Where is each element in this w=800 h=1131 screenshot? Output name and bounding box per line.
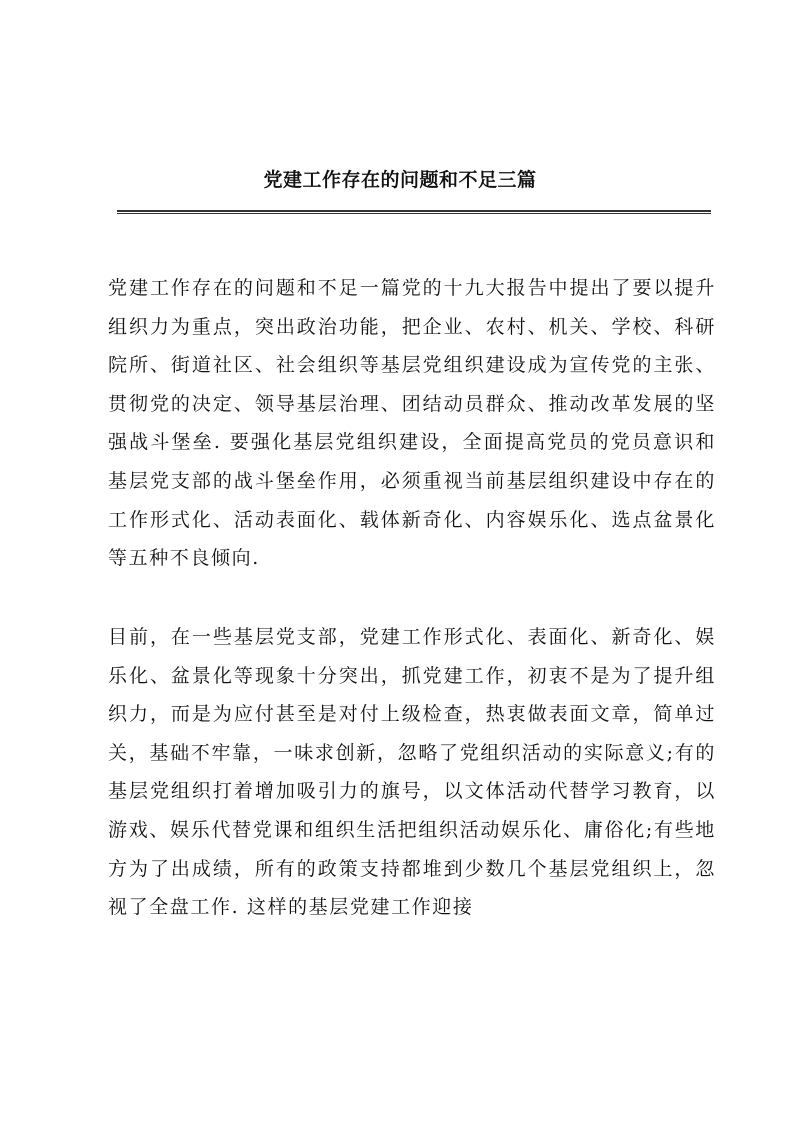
body-paragraph-2: 目前，在一些基层党支部，党建工作形式化、表面化、新奇化、娱乐化、盆景化等现象十分突出，抓党建工作，初衷不是为了提升组织力，而是为应付甚至是对付上级检查，热衷做表面文章，简单过关，基础不牢靠，一味求创新，忽略了党组织活动的实际意义;有的基层党组织打着增加吸引力的旗号，以文体活动代替学习教育，以游戏、娱乐代替党课和组织生活把组织活动娱乐化、庸俗化;有些地方为了出成绩，所有的政策支持都堆到少数几个基层党组织上，忽视了全盘工作. 这样的基层党建工作迎接 [108, 626, 716, 919]
body-paragraph-1: 党建工作存在的问题和不足一篇党的十九大报告中提出了要以提升组织力为重点，突出政治功能，把企业、农村、机关、学校、科研院所、街道社区、社会组织等基层党组织建设成为宣传党的主张、贯彻党的决定、领导基层治理、团结动员群众、推动改革发展的坚强战斗堡垒. 要强化基层党组织建设，全面提高党员的党员意识和基层党支部的战斗堡垒作用，必须重视当前基层组织建设中存在的工作形式化、活动表面化、载体新奇化、内容娱乐化、选点盆景化等五种不良倾向. [108, 277, 716, 570]
title-divider [117, 210, 711, 214]
document-title: 党建工作存在的问题和不足三篇 [263, 169, 537, 191]
